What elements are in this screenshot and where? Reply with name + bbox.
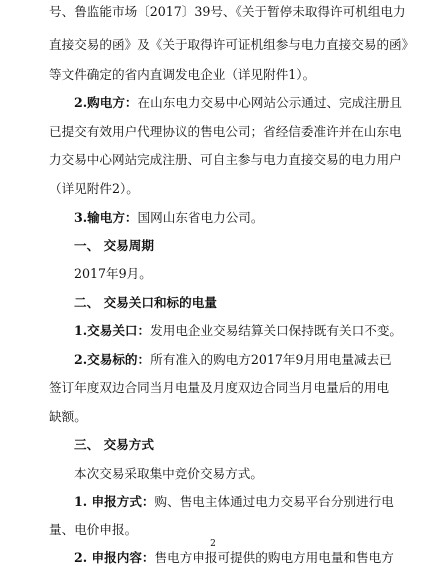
text-line: （详见附件2）。 — [49, 181, 139, 196]
text-line: 3.输电方：国网山东省电力公司。 — [74, 210, 264, 225]
section-heading: 二、 交易关口和标的电量 — [74, 295, 217, 310]
text-line: 已提交有效用户代理协议的售电公司；省经信委准许并在山东电 — [49, 124, 402, 139]
text-line: 力交易中心网站完成注册、可自主参与电力直接交易的电力用户 — [49, 152, 402, 167]
text-line: 1. 申报方式：购、售电主体通过电力交易平台分别进行电 — [74, 494, 394, 509]
text-line: 本次交易采取集中竞价交易方式。 — [74, 466, 263, 481]
text-line: 缺额。 — [49, 409, 87, 424]
text-line: 量、电价申报。 — [49, 522, 138, 537]
text-line: 号、鲁监能市场〔2017〕39号、《关于暂停未取得许可机组电力 — [49, 4, 406, 19]
page-number: 2 — [210, 539, 216, 549]
text-line: 2.交易标的：所有准入的购电方2017年9月用电量减去已 — [74, 352, 392, 367]
section-heading: 三、 交易方式 — [74, 437, 154, 452]
text-line: 等文件确定的省内直调发电企业（详见附件1）。 — [49, 67, 316, 82]
text-line: 2.购电方：在山东电力交易中心网站公示通过、完成注册且 — [74, 95, 402, 110]
text-line: 2. 申报内容：售电方申报可提供的购电方用电量和售电方 — [74, 550, 394, 565]
section-heading: 一、 交易周期 — [74, 238, 154, 253]
text-line: 签订年度双边合同当月电量及月度双边合同当月电量后的用电 — [49, 380, 390, 395]
text-line: 2017年9月。 — [74, 266, 152, 281]
text-line: 1.交易关口：发用电企业交易结算关口保持既有关口不变。 — [74, 323, 402, 338]
text-line: 直接交易的函》及《关于取得许可证机组参与电力直接交易的函》 — [49, 37, 415, 52]
